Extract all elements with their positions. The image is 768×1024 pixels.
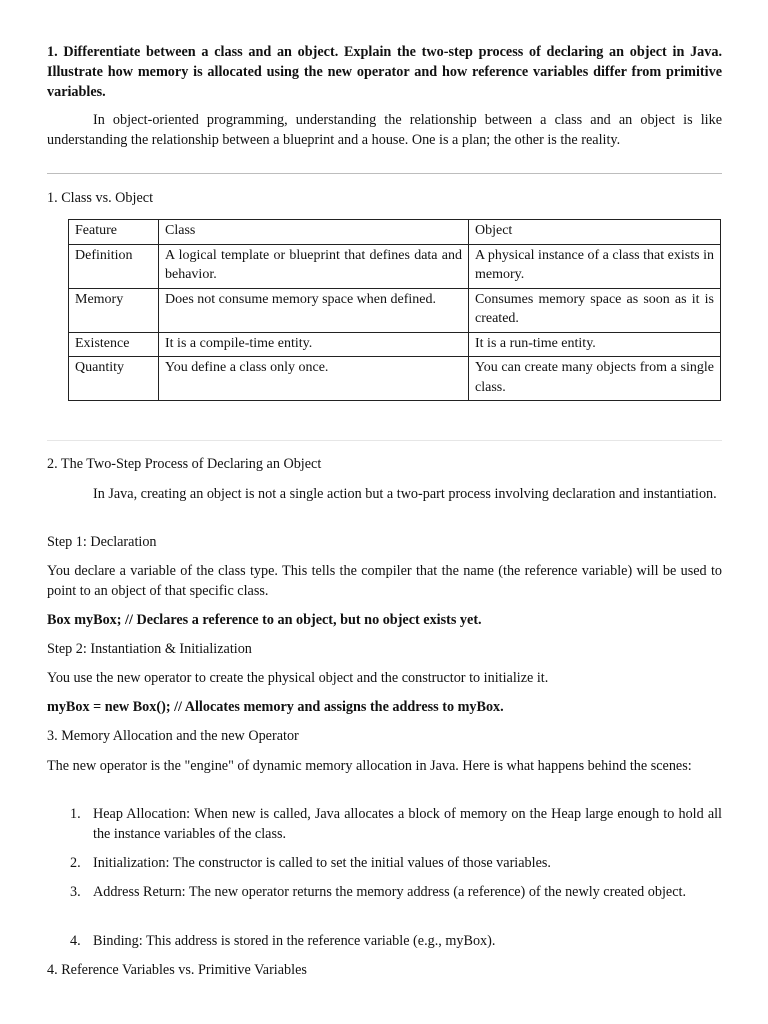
table-row [69,332,721,357]
step2-code: myBox = new Box(); // Allocates memory and assigns the address to myBox. [47,699,504,715]
list-item [47,804,722,844]
list-item [47,882,722,902]
table-cell: Memory [69,288,159,332]
table-cell: You define a class only once. [159,357,469,401]
section-divider [47,440,722,441]
section2-intro: In Java, creating an object is not a single action but a two-part process involving declaration and instantiation. [93,486,717,502]
table-header-cell: Feature [69,220,159,245]
list-item-number: 1. [70,806,81,822]
table-row [69,288,721,332]
section4-heading: 4. Reference Variables vs. Primitive Variables [47,962,307,978]
step2-heading: Step 2: Instantiation & Initialization [47,641,252,657]
table-cell: Does not consume memory space when defined. [159,288,469,332]
intro-paragraph: In object-oriented programming, understanding the relationship between a class and an object is like understanding the relationship between a blueprint and a house. One is a plan; the other is the reality. [47,112,722,148]
question-text: 1. Differentiate between a class and an object. Explain the two-step process of declaring an object in Java. Illustrate how memory is allocated using the new operator and how reference variables differ from primitive variables. [47,44,722,100]
table-header-cell: Object [469,220,721,245]
table-row [69,244,721,288]
step1-heading: Step 1: Declaration [47,534,157,550]
list-item [47,931,722,951]
list-item-number: 4. [70,933,81,949]
table-header-row [69,220,721,245]
list-item-number: 2. [70,855,81,871]
list-item-text: Binding: This address is stored in the reference variable (e.g., myBox). [93,933,496,949]
step1-code: Box myBox; // Declares a reference to an object, but no object exists yet. [47,612,482,628]
table-cell: You can create many objects from a single class. [469,357,721,401]
list-item-text: Heap Allocation: When new is called, Java allocates a block of memory on the Heap large enough to hold all the instance variables of the class. [93,806,722,842]
table-cell: It is a run-time entity. [469,332,721,357]
step1-text: You declare a variable of the class type. This tells the compiler that the name (the reference variable) will be used to point to an object of that specific class. [47,563,722,599]
section1-heading: 1. Class vs. Object [47,190,154,206]
table-cell: Existence [69,332,159,357]
section2-heading: 2. The Two-Step Process of Declaring an Object [47,456,322,472]
section3-heading: 3. Memory Allocation and the new Operator [47,728,299,744]
table-header-cell: Class [159,220,469,245]
list-item-text: Initialization: The constructor is called to set the initial values of those variables. [93,855,551,871]
table-cell: It is a compile-time entity. [159,332,469,357]
table-cell: Quantity [69,357,159,401]
table-row [69,357,721,401]
table-cell: A logical template or blueprint that defines data and behavior. [159,244,469,288]
table-cell: Consumes memory space as soon as it is created. [469,288,721,332]
list-item [47,853,722,873]
section3-intro: The new operator is the "engine" of dynamic memory allocation in Java. Here is what happens behind the scenes: [47,758,692,774]
table-cell: A physical instance of a class that exists in memory. [469,244,721,288]
section-divider [47,173,722,174]
table-cell: Definition [69,244,159,288]
class-object-table [68,219,721,401]
list-item-text: Address Return: The new operator returns the memory address (a reference) of the newly created object. [93,884,686,900]
list-item-number: 3. [70,884,81,900]
step2-text: You use the new operator to create the physical object and the constructor to initialize it. [47,670,549,686]
